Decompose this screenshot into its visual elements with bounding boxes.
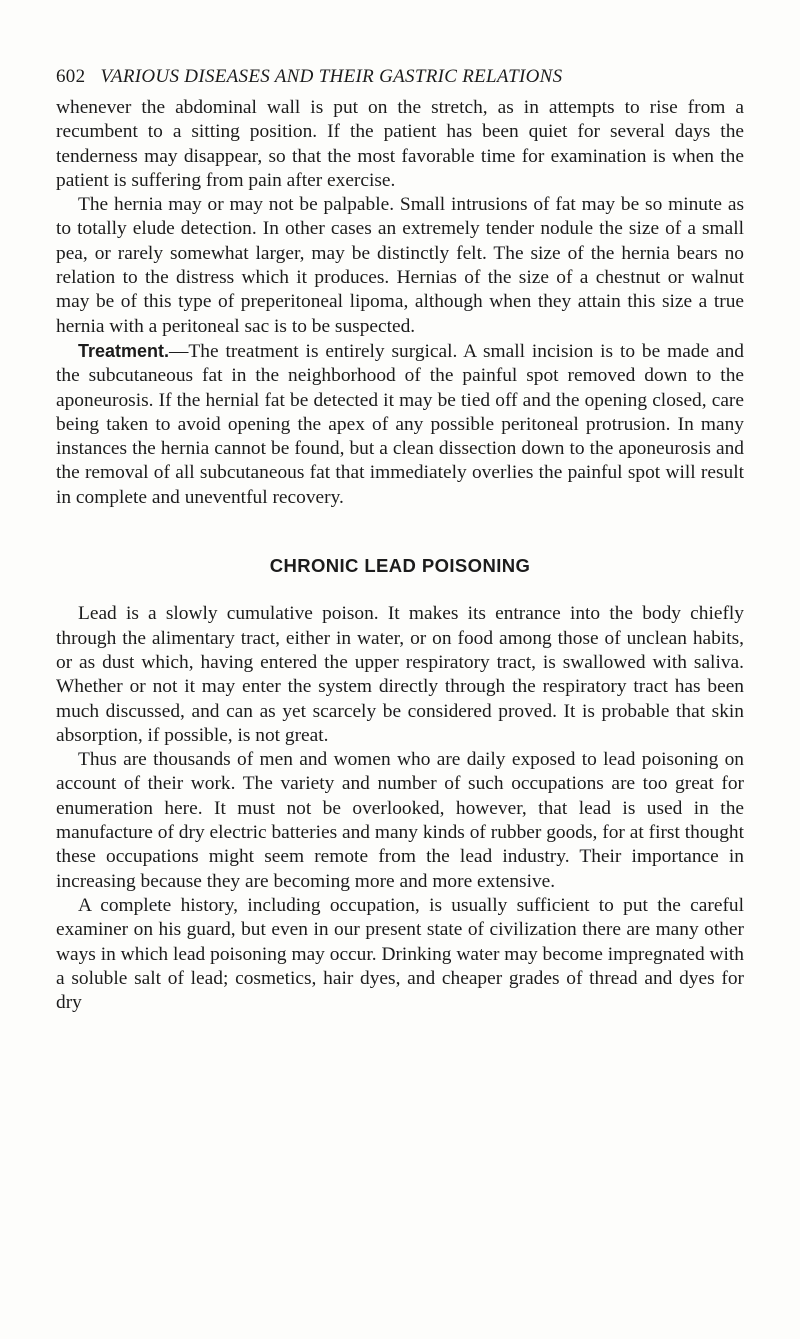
running-head [56, 66, 756, 88]
section-heading: CHRONIC LEAD POISONING [269, 555, 531, 577]
paragraph-history: A complete history, including occupation, is usually sufficient to put the careful examiner on his guard, but even in our present state of civilization there are many other ways in which lead poisoning may occur. Drinking water may become impregnated with a soluble salt of lead; cosmetics, hair dyes, and cheaper grades of thread and dyes for dry [56, 894, 744, 1014]
treatment-text: —The treatment is entirely surgical. A small incision is to be made and the subcutaneous fat in the neighborhood of the painful spot removed down to the aponeurosis. If the hernial fat be detected it may be tied off and the opening closed, care being taken to avoid opening the apex of any possible peritoneal protrusion. In many instances the hernia cannot be found, but a clean dissection down to the aponeurosis and the removal of all subcutaneous fat that immediately overlies the painful spot will result in complete and uneventful recovery. [56, 340, 744, 508]
paragraph-occupations: Thus are thousands of men and women who are daily exposed to lead poisoning on account of their work. The variety and number of such occupations are too great for enumeration here. It must not be overlooked, however, that lead is used in the manufacture of dry electric batteries and many kinds of rubber goods, for at first thought these occupations might seem remote from the lead industry. Their importance in increasing because they are becoming more and more extensive. [56, 749, 744, 892]
body-text [56, 96, 744, 1015]
paragraph-continuation: whenever the abdominal wall is put on the stretch, as in attempts to rise from a recumbent to a sitting position. If the patient has been quiet for several days the tenderness may disappear, so that the most favorable time for examination is when the patient is suffering from pain after exercise. [56, 97, 744, 191]
treatment-lead-in: Treatment. [78, 340, 170, 361]
paragraph-treatment [56, 339, 744, 510]
page-number: 602 [56, 66, 86, 87]
paragraph-hernia-palpable: The hernia may or may not be palpable. Small intrusions of fat may be so minute as to totally elude detection. In other cases an extremely tender nodule the size of a small pea, or rarely somewhat larger, may be distinctly felt. The size of the hernia bears no relation to the distress which it produces. Hernias of the size of a chestnut or walnut may be of this type of preperitoneal lipoma, although when they attain this size a true hernia with a peritoneal sac is to be suspected. [56, 194, 744, 337]
paragraph-lead-poison: Lead is a slowly cumulative poison. It makes its entrance into the body chiefly through the alimentary tract, either in water, or on food among those of unclean habits, or as dust which, having entered the upper respiratory tract, is swallowed with saliva. Whether or not it may enter the system directly through the respiratory tract has been much discussed, and can as yet scarcely be considered proved. It is probable that skin absorption, if possible, is not great. [56, 603, 744, 746]
running-head-title: VARIOUS DISEASES AND THEIR GASTRIC RELATIONS [100, 66, 563, 87]
